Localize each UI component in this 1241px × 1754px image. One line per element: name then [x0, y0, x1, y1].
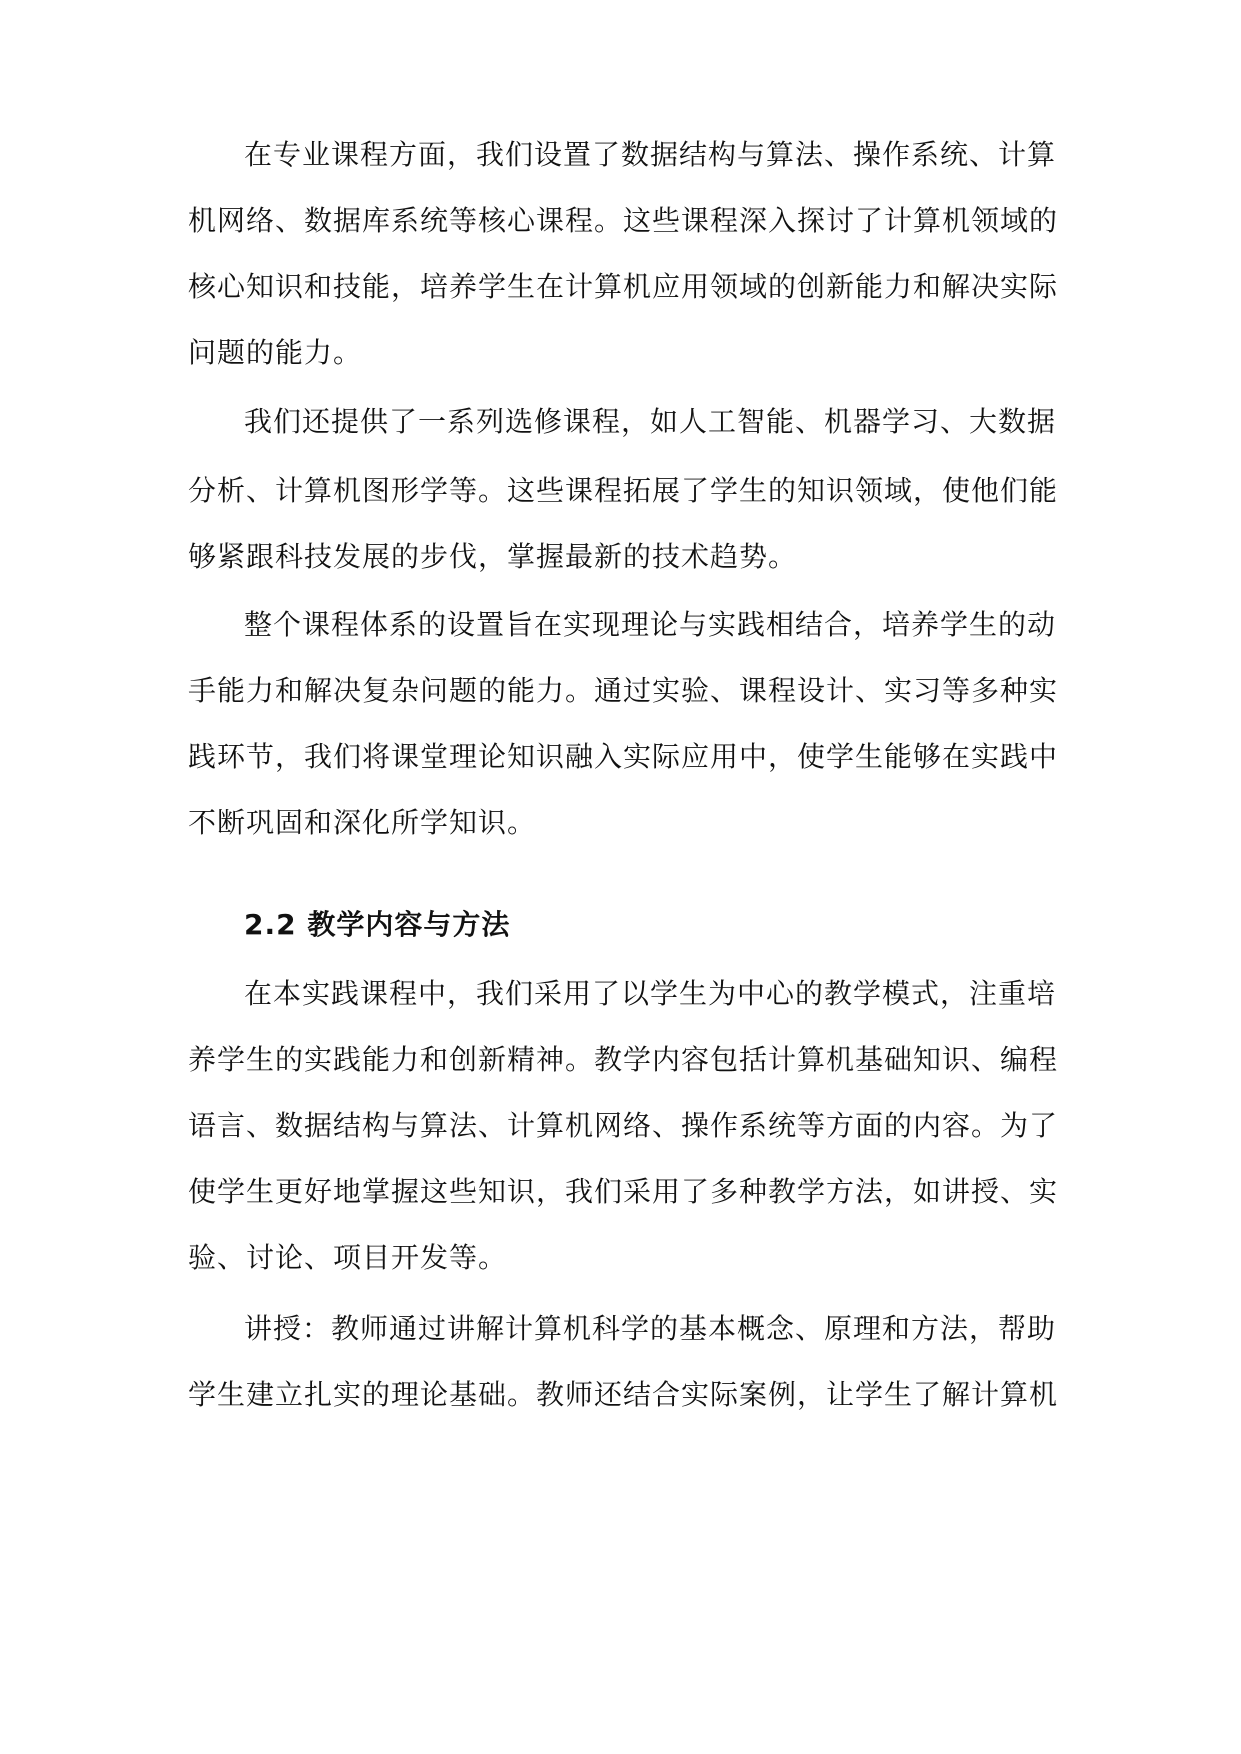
text-line: 分析、计算机图形学等。这些课程拓展了学生的知识领域，使他们能 [188, 474, 1059, 507]
text-line: 使学生更好地掌握这些知识，我们采用了多种教学方法，如讲授、实 [188, 1175, 1059, 1208]
text-line: 机网络、数据库系统等核心课程。这些课程深入探讨了计算机领域的 [188, 204, 1059, 237]
text-line: 整个课程体系的设置旨在实现理论与实践相结合，培养学生的动 [244, 608, 1057, 641]
text-line: 够紧跟科技发展的步伐，掌握最新的技术趋势。 [188, 540, 798, 573]
text-line: 我们还提供了一系列选修课程，如人工智能、机器学习、大数据 [244, 405, 1057, 438]
text-line: 讲授：教师通过讲解计算机科学的基本概念、原理和方法，帮助 [244, 1312, 1057, 1345]
text-line: 不断巩固和深化所学知识。 [188, 806, 537, 839]
text-line: 在专业课程方面，我们设置了数据结构与算法、操作系统、计算 [244, 138, 1057, 171]
text-line: 践环节，我们将课堂理论知识融入实际应用中，使学生能够在实践中 [188, 740, 1059, 773]
text-line: 学生建立扎实的理论基础。教师还结合实际案例，让学生了解计算机 [188, 1378, 1059, 1411]
text-line: 验、讨论、项目开发等。 [188, 1241, 508, 1274]
text-line: 核心知识和技能，培养学生在计算机应用领域的创新能力和解决实际 [188, 270, 1059, 303]
text-line: 问题的能力。 [188, 336, 363, 369]
section-heading: 2.2 教学内容与方法 [244, 908, 511, 941]
text-line: 养学生的实践能力和创新精神。教学内容包括计算机基础知识、编程 [188, 1043, 1059, 1076]
text-line: 手能力和解决复杂问题的能力。通过实验、课程设计、实习等多种实 [188, 674, 1059, 707]
text-line: 在本实践课程中，我们采用了以学生为中心的教学模式，注重培 [244, 977, 1057, 1010]
text-line: 语言、数据结构与算法、计算机网络、操作系统等方面的内容。为了 [188, 1109, 1059, 1142]
